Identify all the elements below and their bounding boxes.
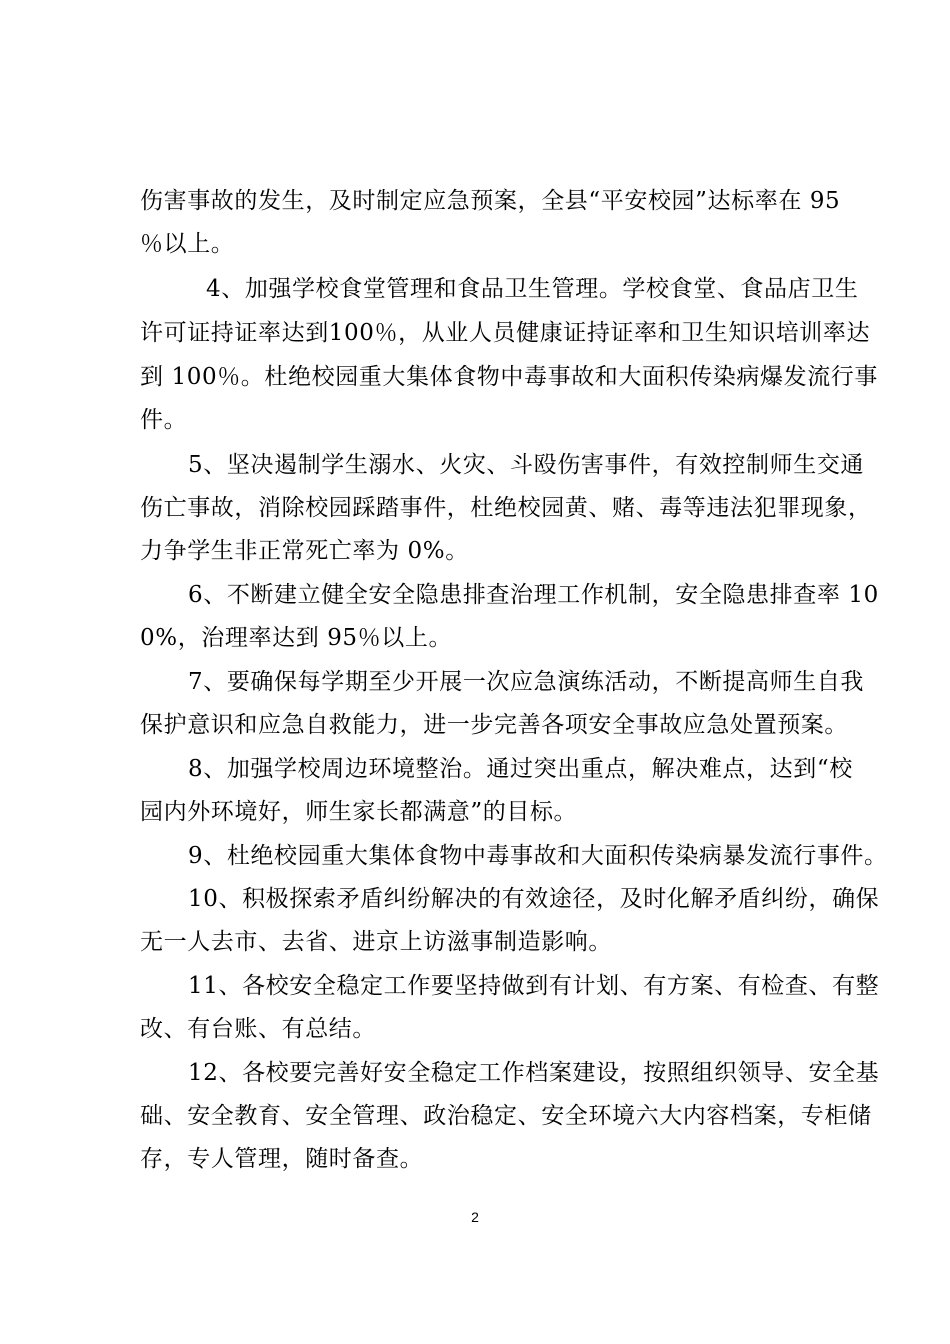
text-line: 6、不断建立健全安全隐患排查治理工作机制，安全隐患排查率 10 — [188, 582, 879, 608]
text-line: 保护意识和应急自救能力，进一步完善各项安全事故应急处置预案。 — [140, 712, 848, 738]
text-line: 5、坚决遏制学生溺水、火灾、斗殴伤害事件，有效控制师生交通 — [188, 452, 865, 478]
text-line: 许可证持证率达到100％，从业人员健康证持证率和卫生知识培训率达 — [140, 320, 871, 346]
text-line: 8、加强学校周边环境整治。通过突出重点，解决难点，达到“校 — [188, 756, 853, 782]
text-line: 0%，治理率达到 95％以上。 — [140, 625, 453, 651]
page-number: 2 — [471, 1209, 479, 1225]
text-line: 础、安全教育、安全管理、政治稳定、安全环境六大内容档案，专柜储 — [140, 1103, 872, 1129]
text-line: 到 100％。杜绝校园重大集体食物中毒事故和大面积传染病爆发流行事 — [140, 364, 879, 390]
text-line: 10、积极探索矛盾纠纷解决的有效途径，及时化解矛盾纠纷，确保 — [188, 886, 880, 912]
text-line: 件。 — [140, 407, 188, 433]
text-line: 11、各校安全稳定工作要坚持做到有计划、有方案、有检查、有整 — [188, 973, 880, 999]
text-line: 12、各校要完善好安全稳定工作档案建设，按照组织领导、安全基 — [188, 1060, 880, 1086]
text-line: 9、杜绝校园重大集体食物中毒事故和大面积传染病暴发流行事件。 — [188, 843, 888, 869]
text-line: 改、有台账、有总结。 — [140, 1016, 376, 1042]
text-line: 力争学生非正常死亡率为 0%。 — [140, 538, 469, 564]
text-line: 伤害事故的发生，及时制定应急预案，全县“平安校园”达标率在 95 — [140, 188, 841, 214]
text-line: 无一人去市、去省、进京上访滋事制造影响。 — [140, 929, 612, 955]
text-line: 存，专人管理，随时备查。 — [140, 1146, 424, 1172]
text-line: 伤亡事故，消除校园踩踏事件，杜绝校园黄、赌、毒等违法犯罪现象， — [140, 495, 872, 521]
text-line: 7、要确保每学期至少开展一次应急演练活动，不断提高师生自我 — [188, 669, 865, 695]
text-line: 4、加强学校食堂管理和食品卫生管理。学校食堂、食品店卫生 — [206, 276, 859, 302]
text-line: ％以上。 — [140, 231, 235, 257]
text-line: 园内外环境好，师生家长都满意”的目标。 — [140, 799, 578, 825]
